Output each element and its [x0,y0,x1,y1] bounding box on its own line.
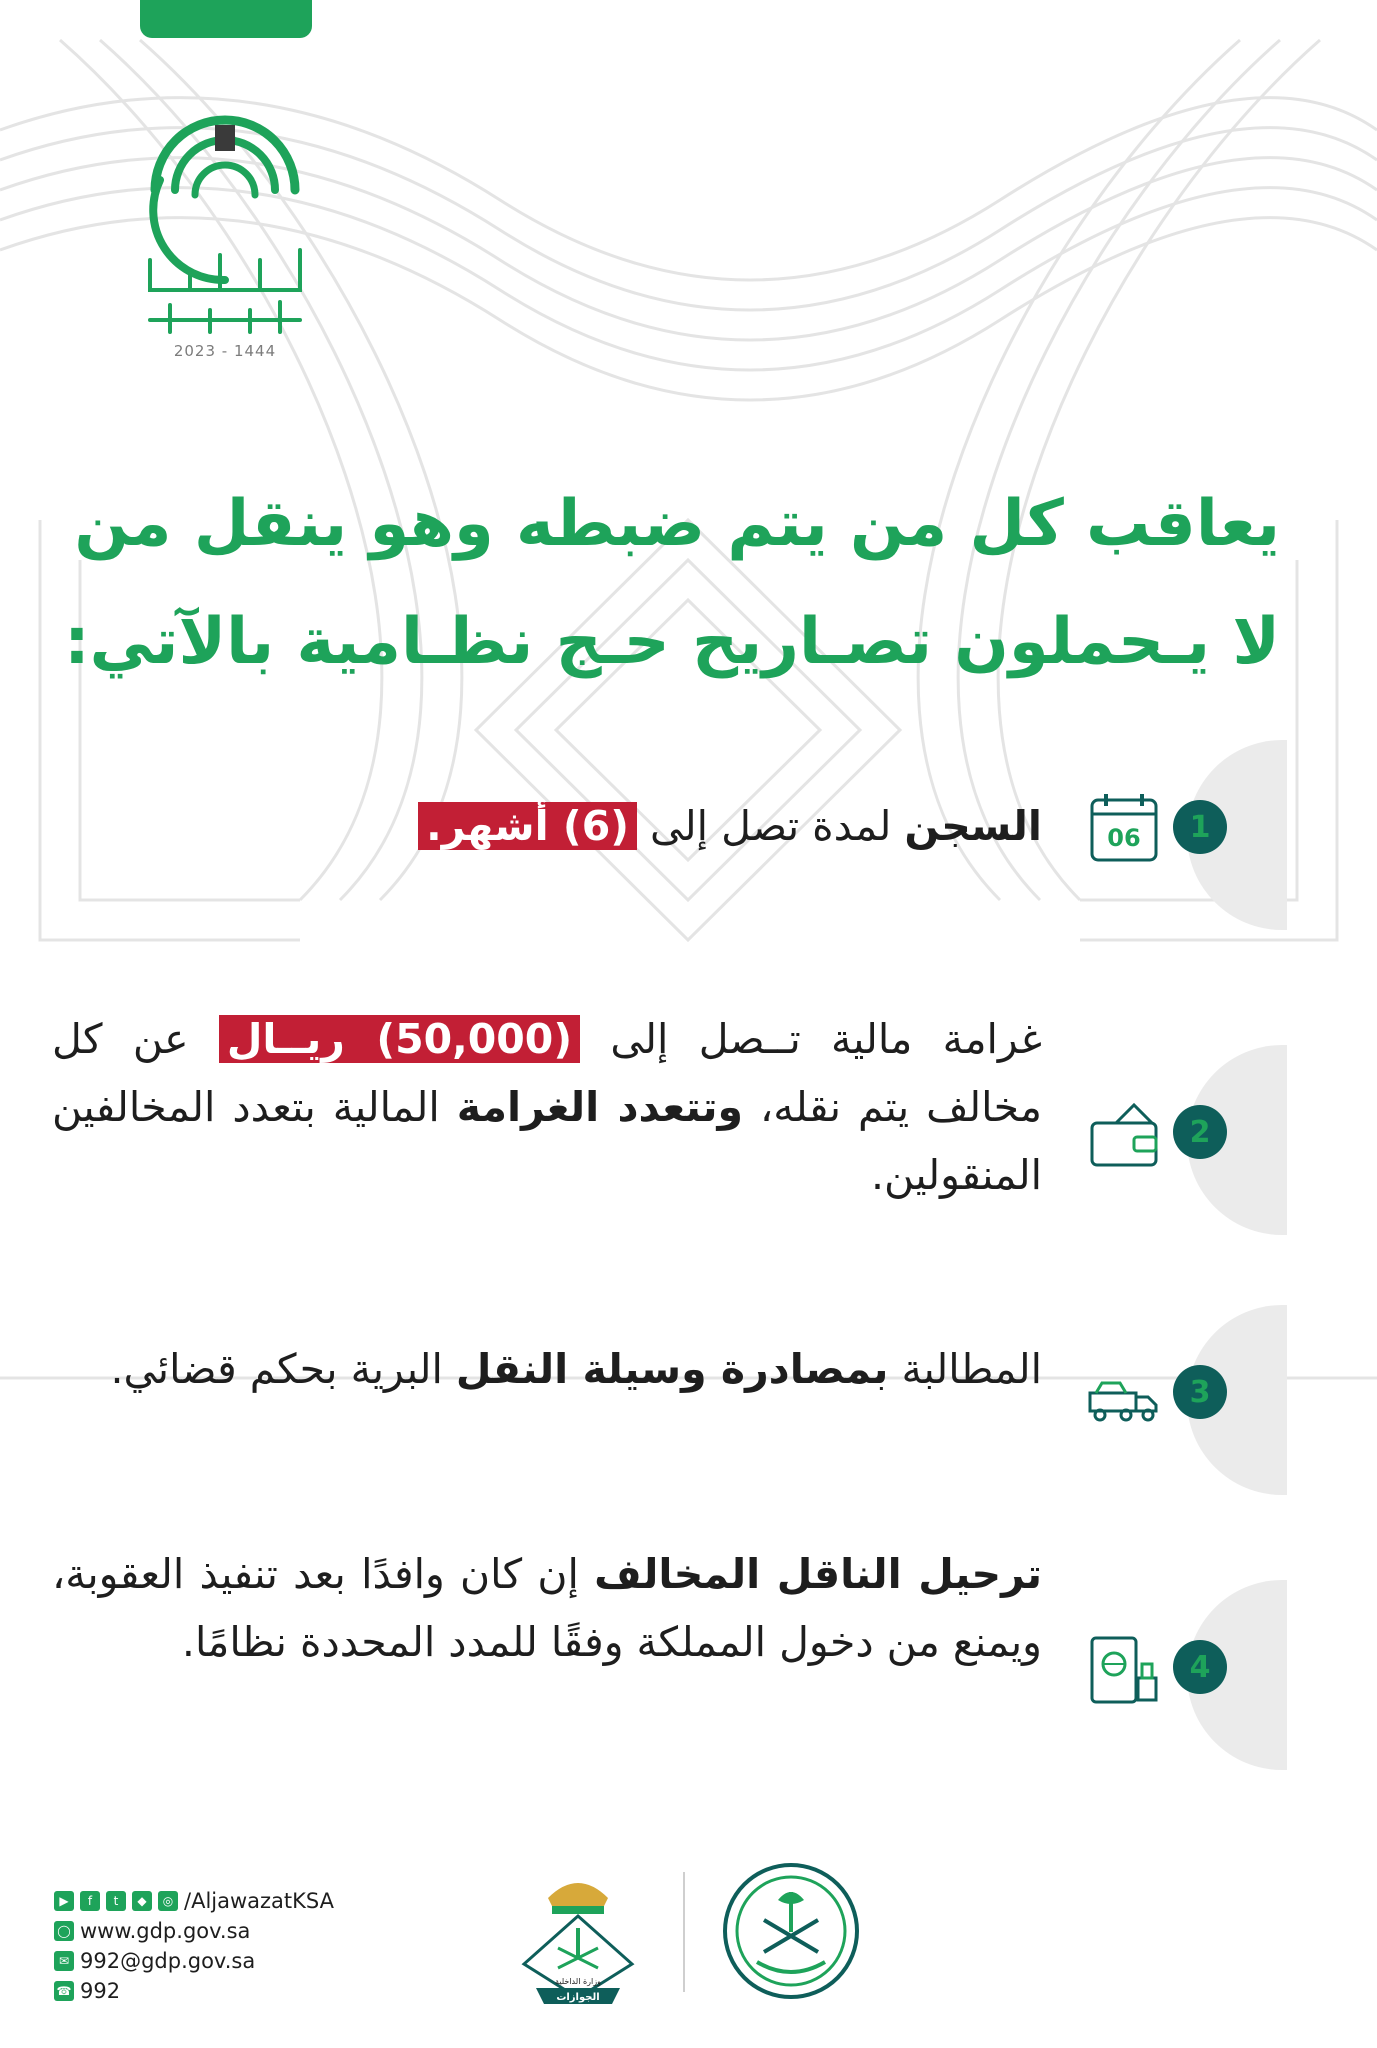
social-row [54,1886,434,1916]
facebook-icon[interactable]: f [80,1891,100,1911]
penalty-item-2 [47,1015,1287,1235]
globe-icon: ◯ [54,1921,74,1941]
penalty-item-3 [47,1305,1287,1495]
truck-car-icon [1086,1357,1162,1433]
item-plain-text: غرامة مالية تــصل إلى [580,1015,1042,1063]
phone-number[interactable]: 992 [80,1979,121,2003]
penalty-item-1 [47,740,1287,930]
top-tab [140,0,312,38]
contact-info [54,1886,434,2006]
headline-line-1: يعاقب كل من يتم ضبطه وهو ينقل من [74,487,1280,561]
item-bold-text: ترحيل الناقل المخالف [594,1550,1042,1598]
instagram-icon[interactable]: ◎ [158,1891,178,1911]
twitter-icon[interactable]: t [106,1891,126,1911]
item-bold-text: وتتعدد الغرامة [456,1083,743,1131]
snapchat-icon[interactable]: ◆ [132,1891,152,1911]
calendar-number: 06 [1107,824,1141,852]
svg-text:الجوازات: الجوازات [556,1992,600,2003]
item-text [52,1335,1042,1403]
svg-text:وزارة الداخلية: وزارة الداخلية [555,1977,601,1986]
item-plain-text: إن كان وافدًا بعد تنفيذ العقوبة، ويمنع من دخول المملكة وفقًا للمدد المحددة نظامًا. [52,1550,1042,1666]
item-number-badge: 3 [1173,1365,1227,1419]
item-number-badge: 4 [1173,1640,1227,1694]
phone-icon: ☎ [54,1981,74,2001]
website-link[interactable]: www.gdp.gov.sa [80,1919,251,1943]
email-row [54,1946,434,1976]
item-text [52,792,1042,860]
footer-divider [683,1872,685,1992]
item-text [52,1005,1042,1209]
youtube-icon[interactable]: ▶ [54,1891,74,1911]
logo-year: 2023 - 1444 [173,342,277,360]
calendar-06-icon [1086,790,1162,866]
bisalam-aminin-logo [130,70,320,370]
penalty-item-4 [47,1550,1287,1770]
ministry-of-interior-emblem [722,1862,860,2000]
email-link[interactable]: 992@gdp.gov.sa [80,1949,256,1973]
headline [64,465,1280,701]
mail-icon: ✉ [54,1951,74,1971]
item-number-badge: 1 [1173,800,1227,854]
item-plain-text: المطالبة [888,1345,1042,1393]
phone-row [54,1976,434,2006]
item-number-badge: 2 [1173,1105,1227,1159]
item-plain-text: المالية بتعدد المخالفين المنقولين. [52,1083,1042,1199]
item-plain-text: البرية بحكم قضائي. [110,1345,456,1393]
social-handle[interactable]: /AljawazatKSA [184,1889,335,1913]
jawazat-emblem [508,1858,648,2008]
item-plain-text: عن كل مخالف يتم نقله، [52,1015,1043,1131]
item-highlight: (6) أشهر. [418,802,637,850]
item-bold-text: بمصادرة وسيلة النقل [455,1345,889,1393]
item-text [52,1540,1042,1676]
item-highlight: (50,000) ريــال [219,1015,580,1063]
item-plain-text: لمدة تصل إلى [636,802,905,850]
website-row [54,1916,434,1946]
item-bold-text: السجن [904,802,1042,850]
wallet-icon [1086,1097,1162,1173]
headline-line-2: لا يـحملون تصـاريح حـج نظـامية بالآتي: [64,605,1280,679]
passport-stamp-icon [1086,1632,1162,1708]
